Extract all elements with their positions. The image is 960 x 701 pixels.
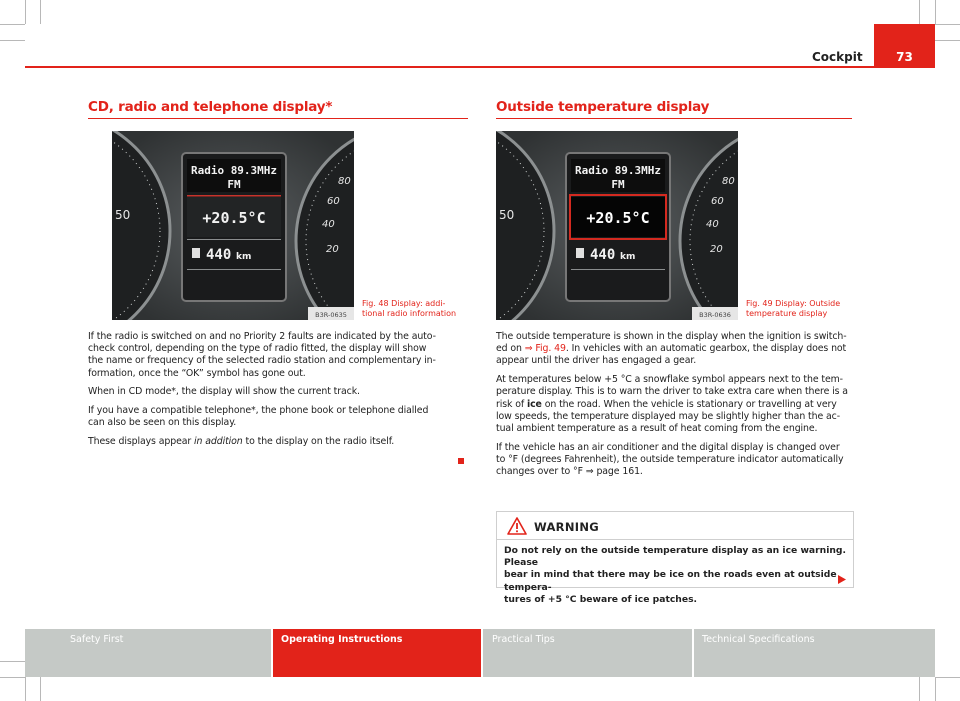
italic-text: in addition [194,435,243,447]
gauge-left-tick: 50 [115,208,131,222]
crop-mark [919,677,920,701]
text-line: changes over to °F ⇒ page 161. [496,466,643,478]
text-line [496,399,856,411]
caption-line: tional radio information [362,309,457,318]
text-line: When in CD mode*, the display will show the current track. [88,386,360,398]
gauge-tick: 80 [338,176,351,187]
crop-mark [0,661,25,662]
section-end-marker [458,458,464,464]
footer-tab-label: Practical Tips [492,634,555,645]
right-section-title: Outside temperature display [496,99,710,115]
text-line: bear in mind that there may be ice on the roads even at outside tempera- [504,569,837,593]
paragraph [88,405,468,429]
left-body [88,331,468,455]
paragraph [88,331,468,380]
text-run: to the display on the radio itself. [242,435,395,447]
text-line: If you have a compatible telephone*, the phone book or telephone dialled [88,405,429,417]
left-section-title: CD, radio and telephone display* [88,99,333,115]
text-line: If the radio is switched on and no Priority 2 faults are indicated by the auto- [88,331,436,342]
right-title-rule [496,118,852,119]
crop-mark [919,0,920,24]
gauge-tick: 20 [710,244,723,255]
crop-mark [40,677,41,701]
display-radio-text: Radio 89.3MHz [574,164,662,177]
crop-mark [935,40,960,41]
display-band-text: FM [227,178,241,191]
display-range-text: 440 [206,247,232,263]
figure-48-caption [362,299,456,319]
page-number: 73 [896,50,913,64]
paragraph [88,436,468,448]
text-line: the name or frequency of the selected radio station and complementary in- [88,355,436,367]
display-range-unit: km [236,252,252,262]
text-line: The outside temperature is shown in the display when the ignition is switch- [496,331,847,342]
instrument-cluster-illustration [496,131,738,320]
gauge-tick: 40 [706,219,719,230]
caption-line: Fig. 49 Display: Outside [746,299,841,308]
footer-navigation [25,629,935,677]
text-line: appear until the driver has engaged a gear. [496,355,697,367]
paragraph [88,386,468,398]
text-run: on the road. When the vehicle is stationary or travelling at very [541,398,837,410]
section-title: Cockpit [812,50,863,64]
footer-tab-label: Technical Specifications [702,634,815,645]
warning-header [497,512,853,540]
continue-arrow-icon [838,575,846,584]
bold-text: ice [526,398,542,410]
display-radio-text: Radio 89.3MHz [190,164,278,177]
paragraph [496,442,856,479]
paragraph [496,374,856,435]
display-range-text: 440 [590,247,616,263]
text-run: . In vehicles with an automatic gearbox, the display does not [565,343,847,355]
text-line: to °F (degrees Fahrenheit), the outside temperature indicator automatically [496,453,844,465]
display-band-text: FM [611,178,625,191]
gauge-tick: 20 [326,244,339,255]
warning-box [496,511,854,605]
figure-49-link[interactable]: ⇒ Fig. 49 [524,343,566,355]
gauge-tick: 40 [322,219,335,230]
text-run: These displays appear [88,435,195,447]
right-body [496,331,856,485]
text-line [496,343,856,355]
crop-mark [40,0,41,24]
crop-mark [0,24,25,25]
crop-mark [935,0,936,24]
text-line: can also be seen on this display. [88,417,237,429]
crop-mark [935,677,960,678]
text-line: At temperatures below +5 °C a snowflake symbol appears next to the tem- [496,374,843,386]
crop-mark [0,677,25,678]
footer-tab-practical-tips[interactable] [483,629,692,677]
footer-tab-operating-instructions[interactable] [273,629,481,677]
footer-tab-technical-specifications[interactable] [694,629,935,677]
footer-tab-label: Safety First [70,634,124,645]
gauge-tick: 60 [327,196,340,207]
text-line: check control, depending on the type of radio fitted, the display will show [88,343,427,355]
crop-mark [0,40,25,41]
crop-mark [25,0,26,24]
display-range-unit: km [620,252,636,262]
crop-mark [25,677,26,701]
text-line: low speeds, the temperature displayed may be slightly higher than the ac- [496,410,840,422]
text-line: If the vehicle has an air conditioner and the digital display is changed over [496,441,840,453]
left-title-rule [88,118,468,119]
paragraph [496,331,856,368]
caption-line: temperature display [746,309,828,318]
warning-triangle-icon [507,517,527,535]
warning-text [504,545,849,606]
figure-code: B3R-0636 [699,311,731,319]
display-temperature-text: +20.5°C [202,209,266,227]
text-run: ed on [496,343,525,355]
header-rule [25,66,935,68]
instrument-cluster-illustration [112,131,354,320]
text-run: risk of [496,398,527,410]
crop-mark [935,677,936,701]
figure-48-display-image [112,131,354,320]
footer-tab-safety-first[interactable] [25,629,271,677]
text-line: tures of +5 °C beware of ice patches. [504,593,698,605]
gauge-left-tick: 50 [499,208,515,222]
gauge-tick: 80 [722,176,735,187]
display-temperature-text: +20.5°C [586,209,650,227]
figure-code: B3R-0635 [315,311,347,319]
figure-49-display-image [496,131,738,320]
figure-49-caption [746,299,840,319]
warning-title: WARNING [534,520,599,534]
text-line: perature display. This is to warn the driver to take extra care when there is a [496,386,848,398]
text-line: Do not rely on the outside temperature display as an ice warning. Please [504,545,846,569]
footer-tab-label: Operating Instructions [281,634,403,645]
text-line: formation, once the “OK” symbol has gone out. [88,367,306,379]
caption-line: Fig. 48 Display: addi- [362,299,446,308]
crop-mark [935,24,960,25]
gauge-tick: 60 [711,196,724,207]
text-line: tual ambient temperature as a result of heat coming from the engine. [496,422,818,434]
